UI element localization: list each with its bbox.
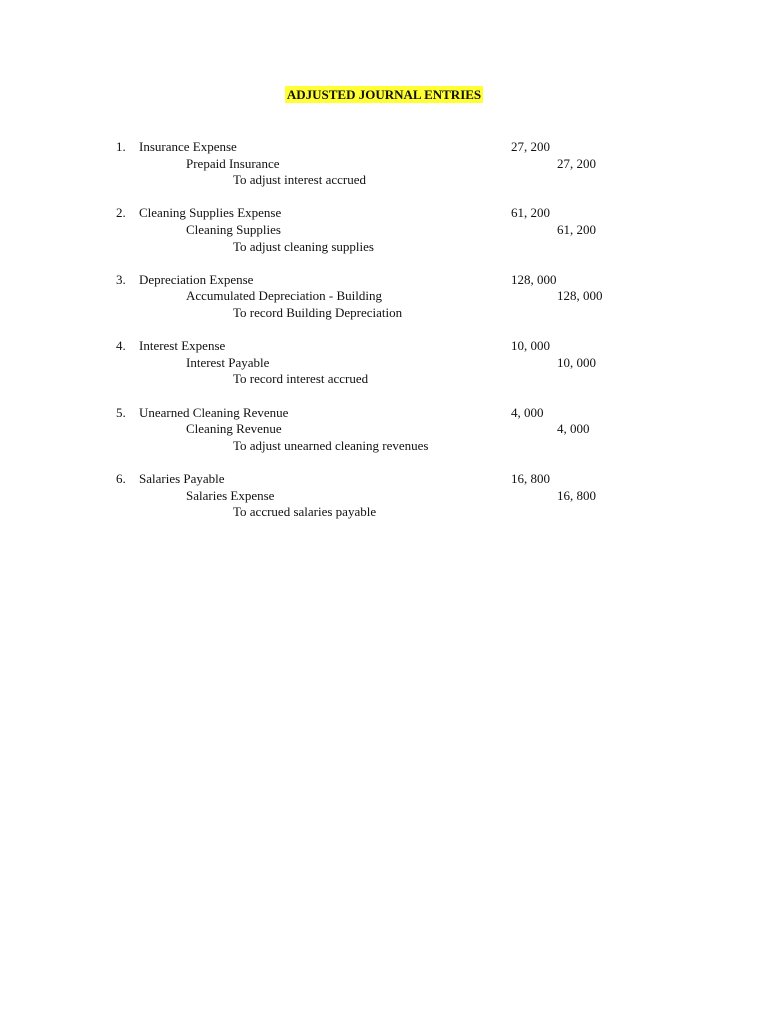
credit-amount: 16, 800 (557, 487, 596, 503)
entry-memo: To adjust unearned cleaning revenues (233, 437, 429, 453)
title-container (0, 86, 768, 103)
entry-number: 3. (116, 271, 126, 287)
debit-amount: 61, 200 (511, 205, 550, 221)
page-title: ADJUSTED JOURNAL ENTRIES (286, 87, 482, 102)
credit-account: Prepaid Insurance (186, 155, 280, 171)
credit-account: Salaries Expense (186, 487, 275, 503)
entry-memo: To accrued salaries payable (233, 504, 377, 520)
debit-account: Interest Expense (139, 338, 226, 354)
debit-amount: 4, 000 (511, 404, 544, 420)
entry-number: 1. (116, 139, 126, 154)
entry-number: 5. (116, 404, 126, 420)
debit-amount: 27, 200 (511, 139, 550, 154)
entry-memo: To record interest accrued (233, 371, 369, 387)
entry-memo: To adjust interest accrued (233, 172, 367, 188)
entry-memo: To record Building Depreciation (233, 304, 403, 320)
credit-account: Accumulated Depreciation - Building (186, 288, 383, 304)
entry-number: 4. (116, 338, 126, 354)
debit-account: Cleaning Supplies Expense (139, 205, 282, 221)
journal-entry (0, 205, 768, 271)
credit-amount: 4, 000 (557, 421, 590, 437)
credit-account: Cleaning Supplies (186, 221, 281, 237)
credit-amount: 61, 200 (557, 221, 596, 237)
journal-entry (0, 139, 768, 205)
debit-account: Insurance Expense (139, 139, 237, 154)
debit-amount: 10, 000 (511, 338, 550, 354)
debit-account: Unearned Cleaning Revenue (139, 404, 289, 420)
journal-entry (0, 338, 768, 404)
debit-account: Depreciation Expense (139, 271, 254, 287)
entry-number: 6. (116, 470, 126, 486)
entry-memo: To adjust cleaning supplies (233, 238, 374, 254)
credit-account: Cleaning Revenue (186, 421, 282, 437)
journal-entry (0, 471, 768, 537)
journal-entry (0, 272, 768, 338)
debit-amount: 128, 000 (511, 271, 557, 287)
journal-entries-list (0, 139, 768, 537)
journal-entry (0, 405, 768, 471)
credit-amount: 27, 200 (557, 155, 596, 171)
credit-amount: 10, 000 (557, 354, 596, 370)
entry-number: 2. (116, 205, 126, 221)
credit-account: Interest Payable (186, 354, 270, 370)
credit-amount: 128, 000 (557, 288, 603, 304)
debit-account: Salaries Payable (139, 470, 225, 486)
debit-amount: 16, 800 (511, 470, 550, 486)
